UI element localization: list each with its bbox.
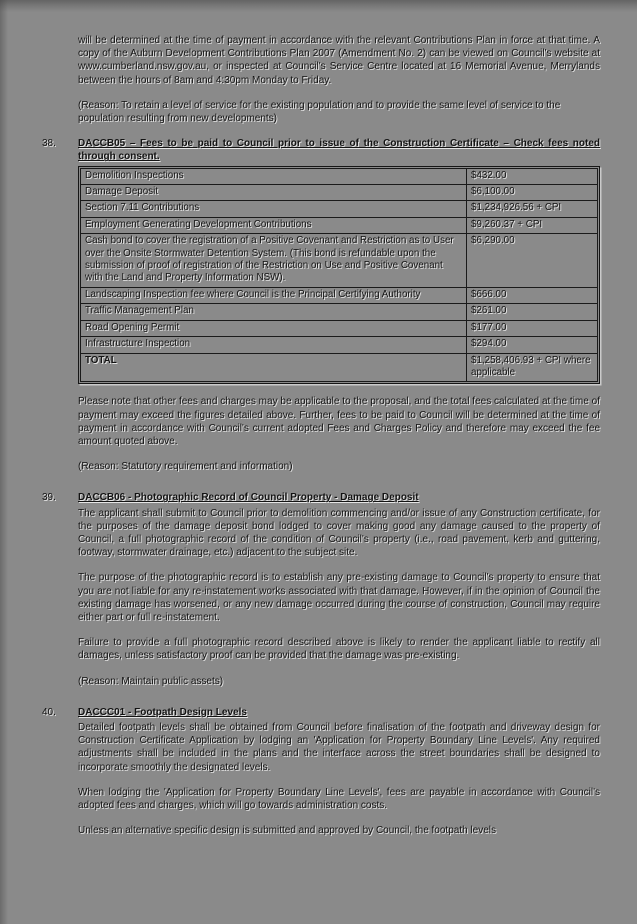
section-body — [78, 491, 600, 699]
fee-item-cell: Cash bond to cover the registration of a Positive Covenant and Restriction as to User over the Onsite Stormwater Detention System. (This bond is refundable upon the submission of proof of registration of the Restriction on Use and Positive Covenant with the Land and Property Information NSW). — [81, 234, 467, 288]
fee-amount-cell: $261.00 — [467, 304, 598, 320]
paragraph: will be determined at the time of payment in accordance with the relevant Contributions Plan in force at that time. A copy of the Auburn Development Contributions Plan 2007 (Amendment No. 2) can be viewed on Council's website at www.cumberland.nsw.gov.au, or inspected at Council's Service Centre located at 16 Memorial Avenue, Merrylands between the hours of 8am and 4:30pm Monday to Friday. — [78, 35, 600, 86]
fee-item-cell: Road Opening Permit — [81, 320, 467, 336]
fees-table-border — [78, 166, 600, 385]
reason-note: (Reason: To retain a level of service for the existing population and to provide the same level of service to the population resulting from new developments) — [78, 99, 561, 125]
paragraph: The applicant shall submit to Council prior to demolition commencing and/or issue of any Construction certificate, for the purposes of the damage deposit bond lodged to cover making good any damage caused to the property of Council, a full photographic record of the condition of Council's property (i.e., road pavement, kerb and guttering, footway, stormwater drainage, etc.) adjacent to the subject site. — [78, 507, 600, 559]
table-row — [81, 217, 598, 233]
fee-item-cell: Damage Deposit — [81, 185, 467, 201]
section-number: 38. — [42, 138, 56, 150]
table-row — [81, 337, 598, 353]
scan-edge-shading-left — [0, 0, 8, 924]
table-row — [81, 168, 598, 184]
total-label-cell: TOTAL — [81, 353, 467, 382]
section-heading: DACCC01 - Footpath Design Levels — [78, 706, 247, 718]
fee-amount-cell: $666.00 — [467, 287, 598, 303]
table-row — [81, 201, 598, 217]
fee-item-cell: Landscaping Inspection fee where Council is the Principal Certifying Authority — [81, 287, 467, 303]
paragraph: The purpose of the photographic record is to establish any pre-existing damage to Council's property to ensure that you are not liable for any re-instatement works associated with that damage. However, if in the opinion of Council the existing damage has worsened, or any new damage occurred during the course of construction, Council may require either part or full re-instatement. — [78, 572, 600, 623]
fee-amount-cell: $294.00 — [467, 337, 598, 353]
paragraph: Unless an alternative specific design is submitted and approved by Council, the footpath levels — [78, 825, 497, 837]
section-body — [78, 706, 600, 850]
reason-note: (Reason: Maintain public assets) — [78, 675, 224, 687]
total-amount-cell: $1,258,406.93 + CPI where applicable — [467, 353, 598, 382]
fee-item-cell: Demolition Inspections — [81, 168, 467, 184]
fee-amount-cell: $6,290.00 — [467, 234, 598, 288]
section-number: 39. — [42, 492, 56, 504]
paragraph: Detailed footpath levels shall be obtained from Council before finalisation of the footpath and driveway design for Construction Certificate Application by lodging an 'Application for Property Boundary Line Levels'. Any required adjustments shall be included in the plans and the interface across the street boundaries shall be designed to incorporate smoothly the designated levels. — [78, 721, 600, 773]
table-row — [81, 287, 598, 303]
paragraph: When lodging the 'Application for Property Boundary Line Levels', fees are payable in accordance with Council's adopted fees and charges, which will go towards administration costs. — [78, 786, 600, 811]
section-heading: DACCB05 – Fees to be paid to Council prior to issue of the Construction Certificate – Check fees noted through consent. — [78, 138, 600, 163]
table-row — [81, 234, 598, 288]
fee-item-cell: Employment Generating Development Contributions — [81, 217, 467, 233]
document-content — [42, 34, 600, 849]
fee-amount-cell: $1,234,926.56 + CPI — [467, 201, 598, 217]
table-row — [81, 304, 598, 320]
paragraph: Please note that other fees and charges may be applicable to the proposal, and the total fees calculated at the time of payment may exceed the figures detailed above. Further, fees to be paid to Council will be determined at the time of payment in accordance with Council's current adopted Fees and Charges Policy and therefore may exceed the fee amount quoted above. — [78, 396, 600, 447]
condition-39 — [42, 491, 600, 699]
condition-40 — [42, 706, 600, 850]
section-body — [78, 137, 600, 485]
fee-amount-cell: $6,100.00 — [467, 185, 598, 201]
fee-amount-cell: $177.00 — [467, 320, 598, 336]
fee-amount-cell: $9,260.37 + CPI — [467, 217, 598, 233]
table-row — [81, 185, 598, 201]
section-number: 40. — [42, 706, 56, 718]
table-row — [81, 320, 598, 336]
fee-amount-cell: $432.00 — [467, 168, 598, 184]
paragraph: Failure to provide a full photographic record described above is likely to render the applicant liable to rectify all damages, unless satisfactory proof can be provided that the damage was pre-existing. — [78, 637, 600, 662]
reason-note: (Reason: Statutory requirement and information) — [78, 461, 293, 473]
scan-edge-shading-top — [0, 0, 637, 12]
total-row — [81, 353, 598, 382]
fee-item-cell: Traffic Management Plan — [81, 304, 467, 320]
section-heading: DACCB06 - Photographic Record of Council Property - Damage Deposit — [78, 492, 419, 504]
fees-table — [80, 168, 598, 383]
condition-38 — [42, 137, 600, 485]
intro-block — [78, 34, 600, 125]
fee-item-cell: Infrastructure Inspection — [81, 337, 467, 353]
fee-item-cell: Section 7.11 Contributions — [81, 201, 467, 217]
